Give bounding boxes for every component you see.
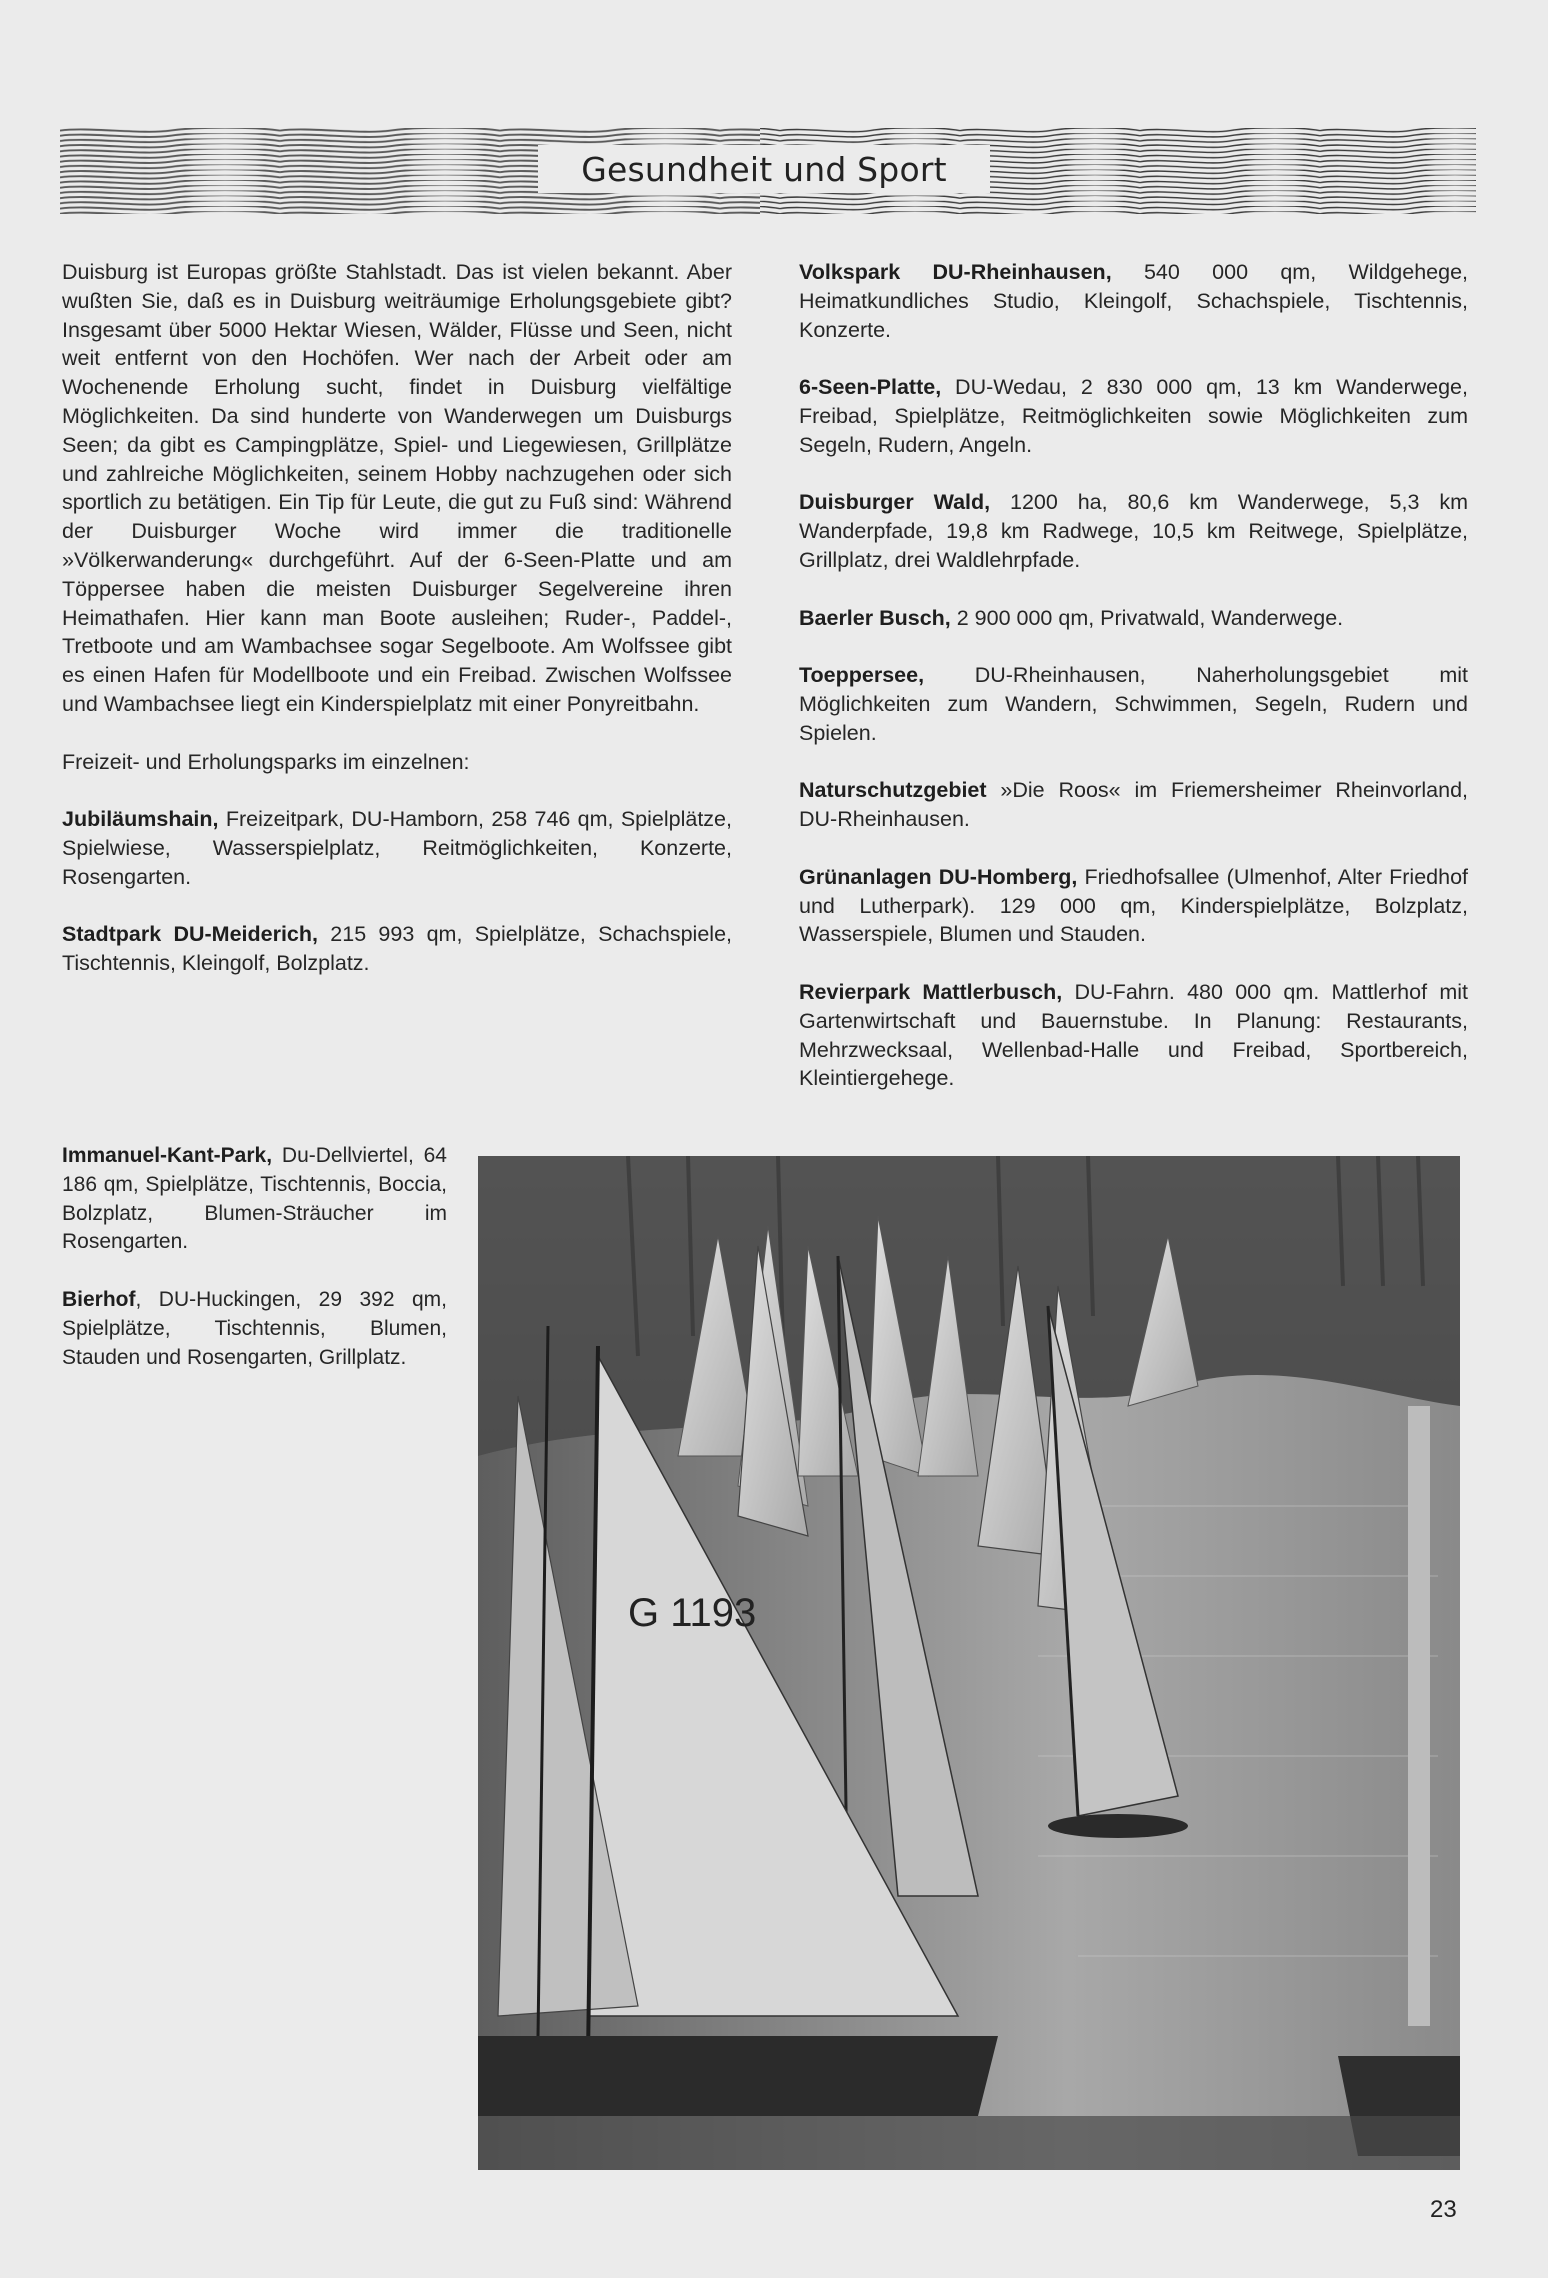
right-column xyxy=(799,258,1468,1122)
park-name: Stadtpark DU-Meiderich, xyxy=(62,922,318,947)
park-entry xyxy=(62,1286,447,1372)
page-title: Gesundheit und Sport xyxy=(538,145,990,193)
park-entry xyxy=(62,805,732,891)
park-entry xyxy=(799,604,1468,633)
photo-illustration xyxy=(478,1156,1460,2170)
narrow-column xyxy=(62,1142,447,1401)
sailboats-photo xyxy=(478,1156,1460,2170)
park-details: DU-Fahrn. 480 000 qm. Mattlerhof mit Gartenwirtschaft und Bauernstube. In Planung: Restaurants, Mehrzwecksaal, Wellenbad-Halle und Freibad, Sportbereich, Kleintiergehege. xyxy=(799,979,1469,1091)
park-entry xyxy=(799,863,1468,949)
park-name: Grünanlagen DU-Homberg, xyxy=(799,864,1078,889)
park-details: 1200 ha, 80,6 km Wanderwege, 5,3 km Wanderpfade, 19,8 km Radwege, 10,5 km Reitwege, Spielplätze, Grillplatz, drei Waldlehrpfade. xyxy=(799,490,1468,572)
park-details: 540 000 qm, Wildgehege, Heimatkundliches Studio, Kleingolf, Schachspiele, Tischtennis, Konzerte. xyxy=(799,260,1468,342)
sail-number: G 1193 xyxy=(628,1591,757,1635)
park-details: »Die Roos« im Friemersheimer Rheinvorland, DU-Rheinhausen. xyxy=(799,778,1468,832)
park-entry xyxy=(799,373,1468,459)
park-details: 2 900 000 qm, Privatwald, Wanderwege. xyxy=(950,605,1344,630)
park-name: Duisburger Wald, xyxy=(799,490,991,515)
park-name: 6-Seen-Platte, xyxy=(799,375,942,400)
park-details: Freizeitpark, DU-Hamborn, 258 746 qm, Spielplätze, Spielwiese, Wasserspielplatz, Reitmöglichkeiten, Konzerte, Rosengarten. xyxy=(62,807,732,889)
park-entry xyxy=(799,488,1468,574)
park-name: Revierpark Mattlerbusch, xyxy=(799,979,1063,1004)
park-name: Volkspark DU-Rheinhausen, xyxy=(799,260,1112,284)
park-name: Toeppersee, xyxy=(799,663,925,688)
page-number: 23 xyxy=(1430,2196,1457,2223)
park-entry xyxy=(799,258,1468,344)
park-details: Friedhofsallee (Ulmenhof, Alter Friedhof und Lutherpark). 129 000 qm, Kinderspielplätze, Bolzplatz, Wasserspiele, Blumen und Stauden. xyxy=(799,864,1468,947)
park-entry xyxy=(62,1142,447,1257)
park-details: , DU-Huckingen, 29 392 qm, Spielplätze, Tischtennis, Blumen, Stauden und Rosengarten, Grillplatz. xyxy=(62,1287,447,1369)
park-name: Baerler Busch, xyxy=(799,605,951,630)
left-column xyxy=(62,258,732,1007)
intro-paragraph: Duisburg ist Europas größte Stahlstadt. Das ist vielen bekannt. Aber wußten Sie, daß es in Duisburg weiträumige Erholungsgebiete gibt? Insgesamt über 5000 Hektar Wiesen, Wälder, Flüsse und Seen, nicht weit entfernt von den Hochöfen. Wer nach der Arbeit oder am Wochenende Erholung sucht, findet in Duisburg vielfältige Möglichkeiten. Da sind hunderte von Wanderwegen um Duisburgs Seen; da gibt es Campingplätze, Spiel- und Liegewiesen, Grillplätze und zahlreiche Möglichkeiten, seinem Hobby nachzugehen oder sich sportlich zu betätigen. Ein Tip für Leute, die gut zu Fuß sind: Während der Duisburger Woche wird immer die traditionelle »Völkerwanderung« durchgeführt. Auf der 6-Seen-Platte und am Töppersee haben die meisten Duisburger Segelvereine ihren Heimathafen. Hier kann man Boote ausleihen; Ruder-, Paddel-, Tretboote und am Wambachsee sogar Segelboote. Am Wolfssee gibt es einen Hafen für Modellboote und ein Freibad. Zwischen Wolfssee und Wambachsee liegt ein Kinderspielplatz mit einer Ponyreitbahn. xyxy=(62,260,732,716)
park-name: Immanuel-Kant-Park, xyxy=(62,1144,273,1167)
park-entry xyxy=(799,978,1468,1093)
park-name: Naturschutzgebiet xyxy=(799,778,987,803)
park-details: 215 993 qm, Spielplätze, Schachspiele, Tischtennis, Kleingolf, Bolzplatz. xyxy=(62,922,733,976)
park-name: Jubiläumshain, xyxy=(62,807,219,832)
park-details: DU-Wedau, 2 830 000 qm, 13 km Wanderwege, Freibad, Spielplätze, Reitmöglichkeiten sowie Möglichkeiten zum Segeln, Rudern, Angeln. xyxy=(799,375,1468,457)
parks-list-intro: Freizeit- und Erholungsparks im einzelnen: xyxy=(62,749,470,774)
park-entry xyxy=(62,920,732,978)
park-details: DU-Rheinhausen, Naherholungsgebiet mit Möglichkeiten zum Wandern, Schwimmen, Segeln, Rudern und Spielen. xyxy=(799,663,1468,745)
park-entry xyxy=(799,661,1468,747)
park-details: Du-Dellviertel, 64 186 qm, Spielplätze, Tischtennis, Boccia, Bolzplatz, Blumen-Sträucher im Rosengarten. xyxy=(62,1144,447,1254)
park-name: Bierhof xyxy=(62,1287,136,1311)
park-entry xyxy=(799,776,1468,834)
